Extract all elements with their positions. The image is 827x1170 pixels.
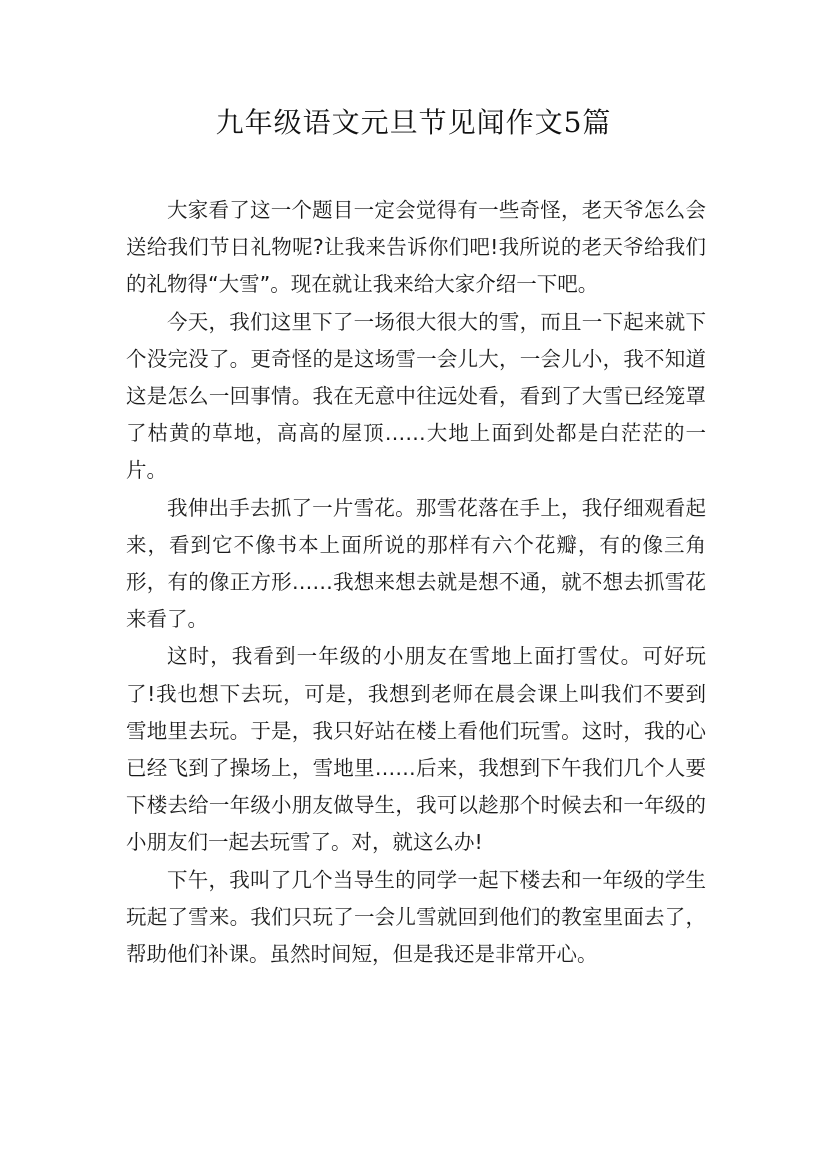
paragraph-4: 这时，我看到一年级的小朋友在雪地上面打雪仗。可好玩了!我也想下去玩，可是，我想到老师在晨会课上叫我们不要到雪地里去玩。于是，我只好站在楼上看他们玩雪。这时，我的心已经飞到了操场上，雪地里……后来，我想到下午我们几个人要下楼去给一年级小朋友做导生，我可以趁那个时候去和一年级的小朋友们一起去玩雪了。对，就这么办! — [126, 644, 706, 855]
paragraph-2: 今天，我们这里下了一场很大很大的雪，而且一下起来就下个没完没了。更奇怪的是这场雪一会儿大，一会儿小，我不知道这是怎么一回事情。我在无意中往远处看，看到了大雪已经笼罩了枯黄的草地，高高的屋顶……大地上面到处都是白茫茫的一片。 — [126, 309, 706, 483]
document-body — [126, 192, 706, 973]
paragraph-5: 下午，我叫了几个当导生的同学一起下楼去和一年级的学生玩起了雪来。我们只玩了一会儿雪就回到他们的教室里面去了，帮助他们补课。虽然时间短，但是我还是非常开心。 — [126, 867, 706, 967]
document-title: 九年级语文元旦节见闻作文5篇 — [215, 106, 612, 139]
paragraph-1: 大家看了这一个题目一定会觉得有一些奇怪，老天爷怎么会送给我们节日礼物呢?让我来告诉你们吧!我所说的老天爷给我们的礼物得“大雪”。现在就让我来给大家介绍一下吧。 — [126, 198, 706, 297]
paragraph-3: 我伸出手去抓了一片雪花。那雪花落在手上，我仔细观看起来，看到它不像书本上面所说的那样有六个花瓣，有的像三角形，有的像正方形……我想来想去就是想不通，就不想去抓雪花来看了。 — [126, 495, 706, 632]
